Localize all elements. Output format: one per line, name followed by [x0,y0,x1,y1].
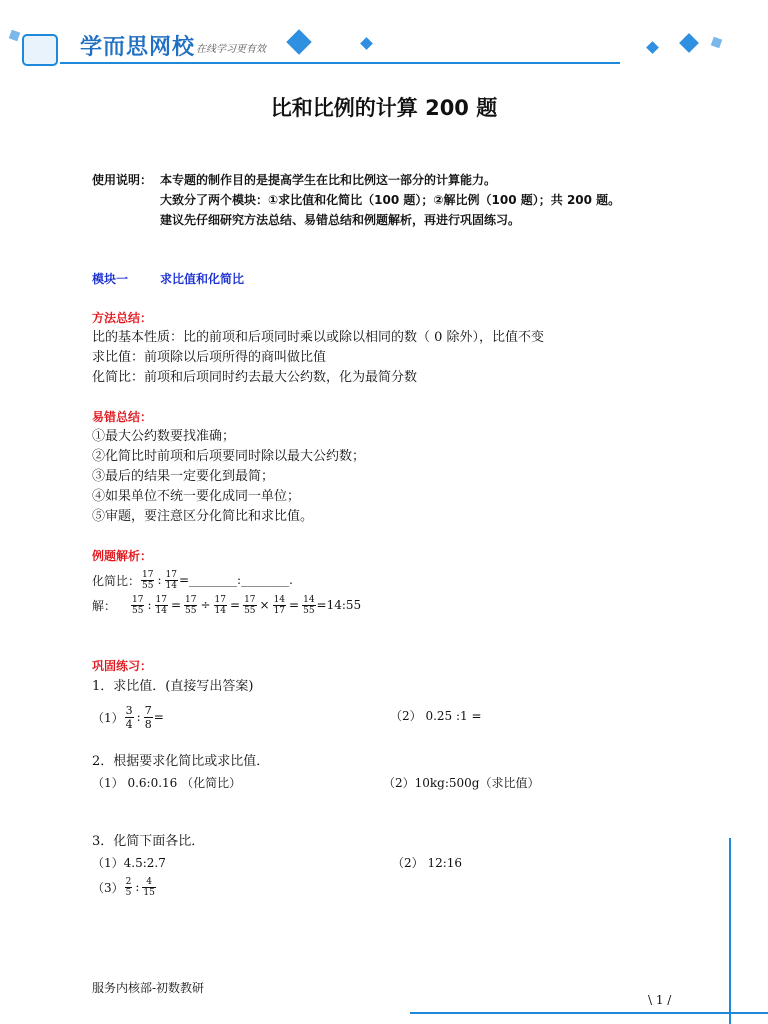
example-solution-label: 解： [92,598,117,613]
footer-horizontal-rule [410,1012,768,1014]
slogan: 在线学习更有效 [196,44,266,55]
practice-q1-title: 1．求比值．(直接写出答案) [92,679,254,694]
practice-q3-title: 3．化简下面各比． [92,834,205,849]
mistake-item: ③最后的结果一定要化到最简； [92,469,275,484]
practice-q3-item-3: （3） $\frac{2}{5}$ : $\frac{4}{15}$ [92,876,155,898]
intro-line-1: 本专题的制作目的是提高学生在比和比例这一部分的计算能力。 [160,173,497,187]
footer-vertical-rule [729,838,731,1024]
mistake-item: ①最大公约数要找准确； [92,429,236,444]
module-label: 模块一 [92,272,129,286]
decor-diamond-icon [679,33,699,53]
example-question: 化简比： $\frac{17}{55}$ : $\frac{17}{14}$ =________:________. [92,569,293,591]
method-heading: 方法总结： [92,311,153,325]
intro-line-3: 建议先仔细研究方法总结、易错总结和例题解析，再进行巩固练习。 [160,213,521,227]
logo-text: 学而思网校 [80,35,196,60]
page-number: \ 1 / [648,993,672,1007]
decor-diamond-icon [286,29,311,54]
decor-diamond-icon [646,41,659,54]
header-rule [60,62,620,64]
page-title: 比和比例的计算 200 题 [270,96,498,120]
footer-department: 服务内核部-初数教研 [92,981,205,995]
mistakes-heading: 易错总结： [92,410,153,424]
method-line: 化简比：前项和后项同时约去最大公约数，化为最简分数 [92,370,418,385]
decor-diamond-icon [360,37,373,50]
practice-q2-item-1: （1） 0.6:0.16 （化简比） [92,776,242,790]
mistake-item: ⑤审题，要注意区分化简比和求比值。 [92,509,314,524]
practice-q1-item-2: （2） 0.25 :1 = [390,709,482,723]
practice-q2-item-2: （2）10kg:500g（求比值） [383,776,540,790]
fraction: $\frac{17}{55}$ [142,569,154,591]
practice-q1-item-1: （1） $\frac{3}{4}$ : $\frac{7}{8}$ = [92,703,164,731]
method-line: 求比值：前项除以后项所得的商叫做比值 [92,350,327,365]
logo-icon [22,34,58,66]
practice-q2-title: 2．根据要求化简比或求比值． [92,754,270,769]
fraction: $\frac{17}{14}$ [165,569,177,591]
intro-line-2: 大致分了两个模块：①求比值和化简比（100 题）；②解比例（100 题）；共 200 题。 [160,193,621,207]
decor-square-icon [9,30,21,42]
practice-q3-item-2: （2） 12:16 [392,856,463,870]
example-solution: 解： $\frac{17}{55}$ : $\frac{17}{14}$ = $\frac{17}{55}$ ÷ $\frac{17}{14}$ = $\frac{17}{55}$ × $\frac{14}{17}$ = $\frac{14}{55}$ =14:55 [92,594,362,616]
module-name: 求比值和化简比 [160,272,245,286]
mistake-item: ④如果单位不统一要化成同一单位； [92,489,301,504]
example-heading: 例题解析： [92,549,153,563]
practice-heading: 巩固练习： [92,659,153,673]
example-question-label: 化简比： [92,573,141,588]
decor-square-icon [711,37,723,49]
practice-q3-item-1: （1）4.5:2.7 [92,856,166,870]
method-line: 比的基本性质：比的前项和后项同时乘以或除以相同的数（ 0 除外），比值不变 [92,330,545,345]
example-result: =14:55 [316,598,362,612]
mistake-item: ②化简比时前项和后项要同时除以最大公约数； [92,449,366,464]
example-blank: =________:________. [178,573,293,587]
intro-label: 使用说明： [92,173,153,187]
